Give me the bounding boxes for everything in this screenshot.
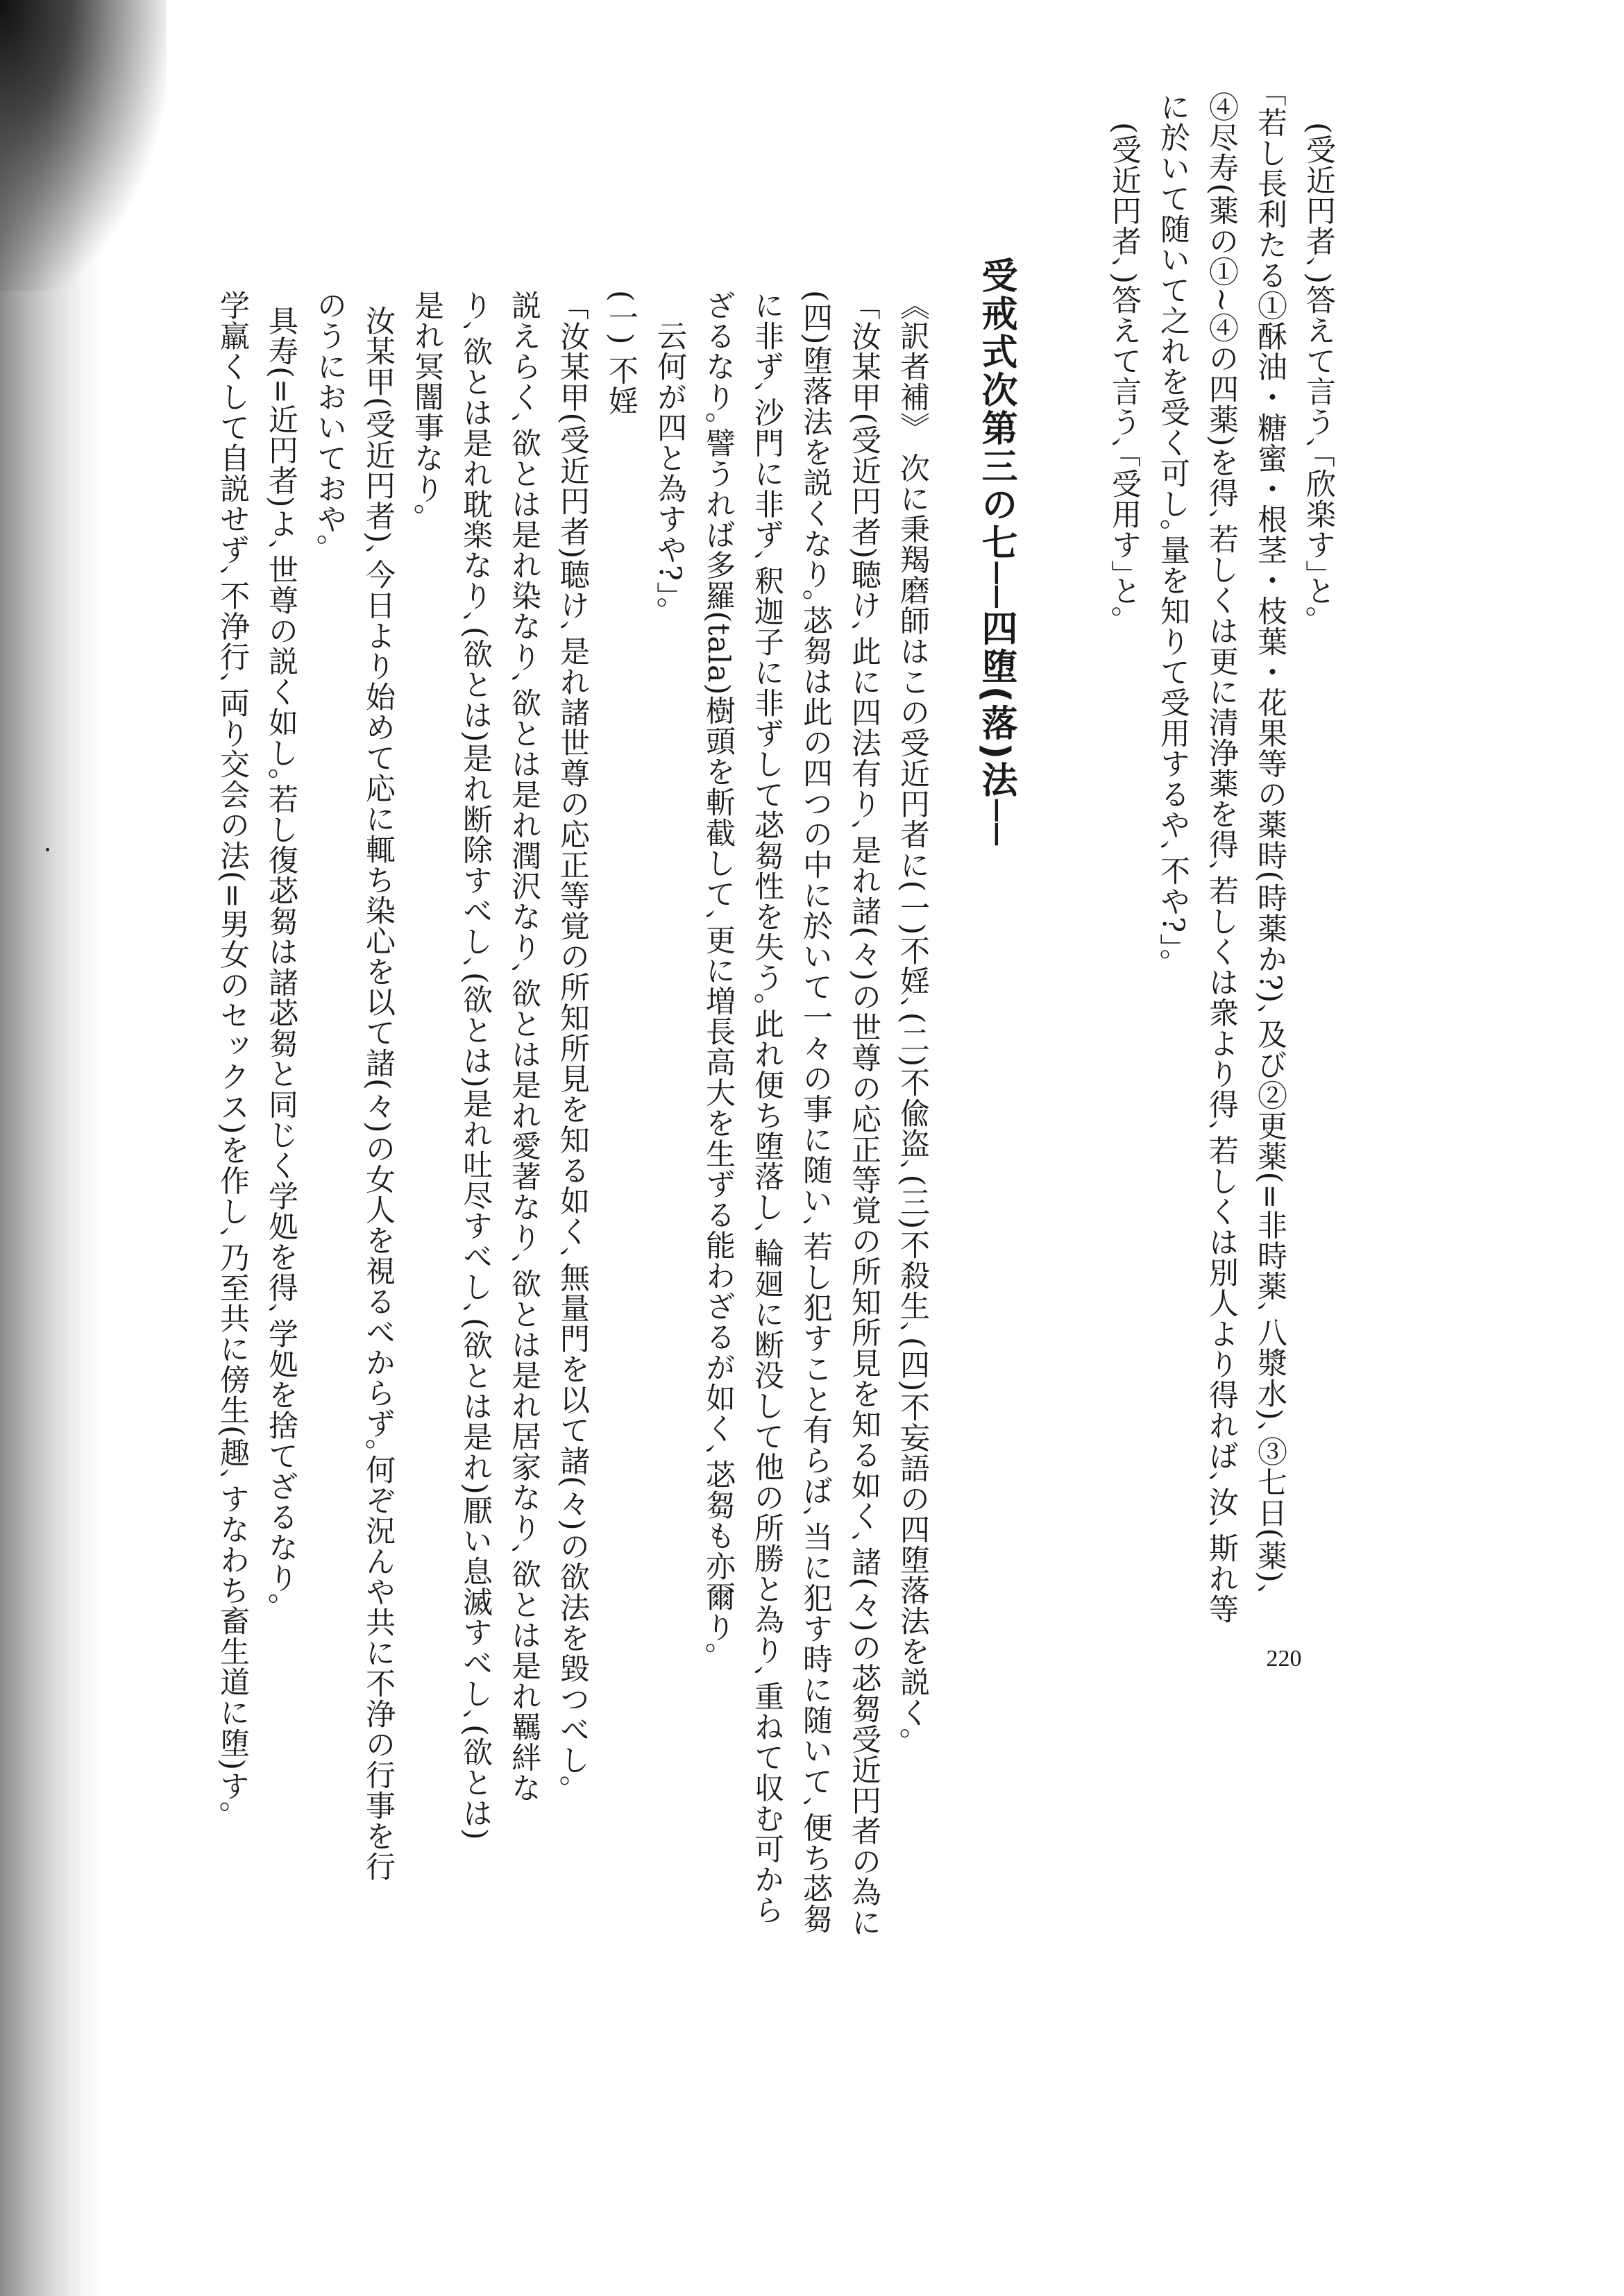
text-column: 云何が四と為すや?｣｡ bbox=[652, 321, 687, 613]
scan-speck bbox=[46, 848, 49, 851]
text-column: (四)堕落法を説くなり｡苾芻は此の四つの中に於いて一々の事に随い､若し犯すこと有らば､当に犯す時に随いて､便ち苾芻 bbox=[798, 290, 833, 1934]
text-column: (受近円者､)答えて言う､｢受用す｣と｡ bbox=[1107, 122, 1142, 622]
section-heading bbox=[958, 257, 1027, 951]
text-column: 汝某甲(受近円者)､今日より始めて応に輒ち染心を以て諸(々)の女人を視るべからず｡何ぞ況んや共に不浄の行事を行 bbox=[361, 305, 396, 1882]
text-column: ざるなり｡譬うれば多羅(tala)樹頭を斬截して､更に増長高大を生ずる能わざるが如く､苾芻も亦爾り｡ bbox=[701, 290, 736, 1658]
subsection-heading: (一) 不婬 bbox=[604, 290, 638, 417]
text-column: 学羸くして自説せず､不浄行､両り交会の法(=男女のセックス)を作し､乃至共に傍生(趣､すなわち畜生道に堕)す｡ bbox=[215, 290, 250, 1817]
text-column: 説えらく､欲とは是れ染なり､欲とは是れ潤沢なり､欲とは是れ愛著なり､欲とは是れ居家なり､欲とは是れ羈絆な bbox=[507, 290, 541, 1803]
text-column: ④尽寿(薬の①~④の四薬)を得､若しくは更に清浄薬を得､若しくは衆より得､若しくは別人より得れば､汝､斯れ等 bbox=[1204, 92, 1239, 1625]
text-column: (受近円者､)答えて言う､｢欣楽す｣と｡ bbox=[1301, 122, 1336, 622]
text-column: に非ず､沙門に非ず､釈迦子に非ずして苾芻性を失う｡此れ便ち堕落し､輪廻に断没して他の所勝と為り､重ねて収む可から bbox=[750, 290, 784, 1925]
text-column: 《訳者補》 次に秉羯磨師はこの受近円者に(一)不婬､(二)不偸盗､(三)不殺生､(四)不妄語の四堕落法を説く｡ bbox=[895, 290, 930, 1744]
text-column: 具寿(=近円者)よ､世尊の説く如し｡若し復苾芻は諸苾芻と同じく学処を得､学処を捨てざるなり｡ bbox=[264, 305, 298, 1609]
page-number: 220 bbox=[1266, 1646, 1302, 1672]
scan-shadow-corner bbox=[0, 0, 167, 291]
scan-shadow-edge bbox=[0, 0, 104, 2296]
text-column: ｢若し長利たる①酥油・糖蜜・根茎・枝葉・花果等の薬時(時薬か?)､及び②更薬(=非時薬､八漿水)､③七日(薬)､ bbox=[1253, 92, 1287, 1599]
text-column: ｢汝某甲(受近円者)聴け､此に四法有り､是れ諸(々)の世尊の応正等覚の所知所見を知る如く､諸(々)の苾芻受近円者の為に bbox=[847, 305, 881, 1938]
text-column: り､欲とは是れ耽楽なり､(欲とは)是れ断除すべし､(欲とは)是れ吐尽すべし､(欲とは是れ)厭い息滅すべし､(欲とは) bbox=[458, 290, 493, 1841]
text-column: 是れ冥闇事なり｡ bbox=[409, 290, 444, 520]
section-title: 受戒式次第三の七──四堕(落)法── bbox=[975, 257, 1017, 847]
text-column: ｢汝某甲(受近円者)聴け､是れ諸世尊の応正等覚の所知所見を知る如く､無量門を以て諸(々)の欲法を毀つべし｡ bbox=[555, 305, 590, 1792]
body-passage bbox=[187, 290, 937, 1938]
upper-passage bbox=[1086, 92, 1343, 1625]
text-column: のうにおいておや｡ bbox=[312, 290, 347, 550]
text-column: に於いて随いて之れを受く可し｡量を知りて受用するや､不や?｣｡ bbox=[1156, 92, 1190, 965]
